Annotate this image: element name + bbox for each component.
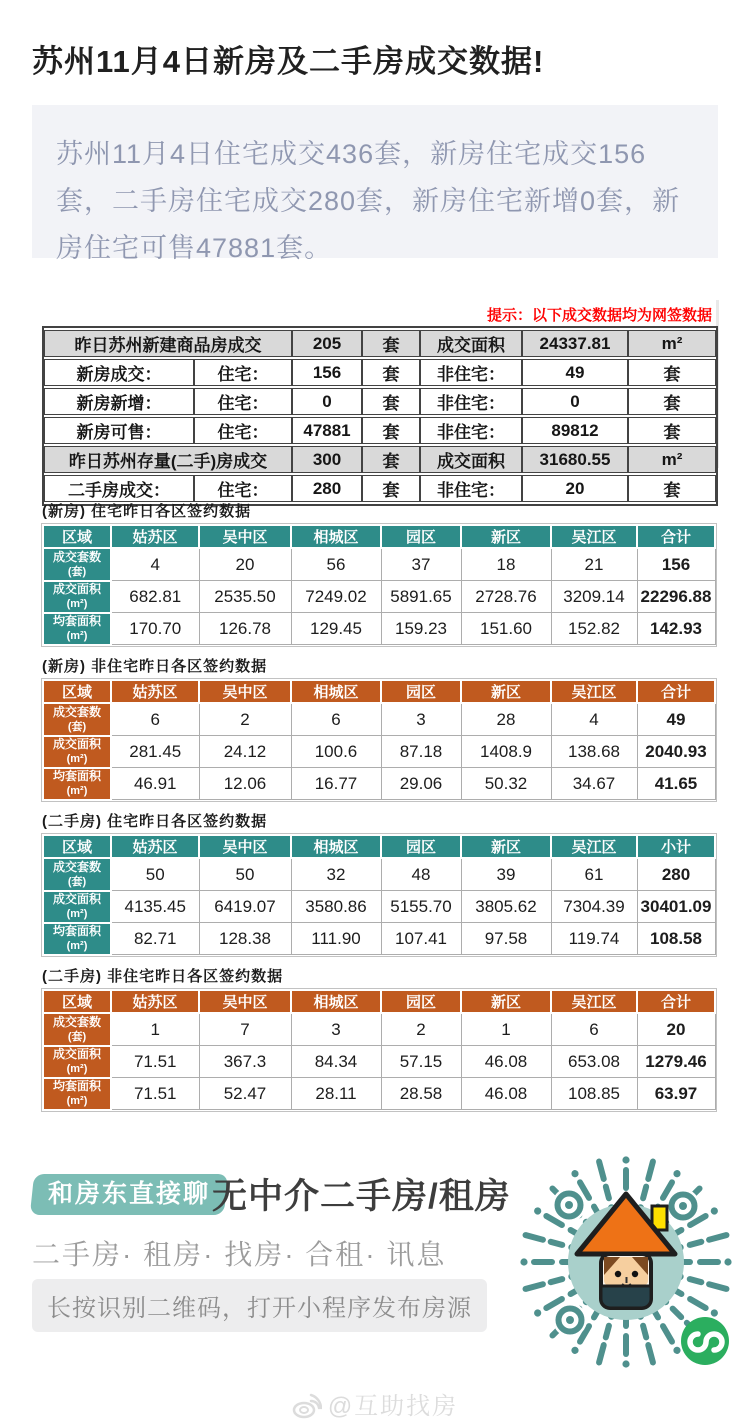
table-row bbox=[44, 446, 716, 473]
table-row bbox=[43, 1013, 715, 1046]
data-cell: 6 bbox=[111, 703, 199, 736]
data-cell: 50 bbox=[111, 858, 199, 891]
cell: 套 bbox=[362, 359, 420, 386]
cell: 住宅： bbox=[194, 417, 292, 444]
data-cell: 367.3 bbox=[199, 1046, 291, 1078]
header-cell: 姑苏区 bbox=[111, 680, 199, 703]
cell: 住宅： bbox=[194, 388, 292, 415]
total-cell: 63.97 bbox=[637, 1078, 715, 1110]
data-cell: 5155.70 bbox=[381, 891, 461, 923]
total-cell: 142.93 bbox=[637, 613, 715, 645]
qr-eye-top-right bbox=[666, 1189, 700, 1223]
header-cell: 区域 bbox=[43, 680, 111, 703]
cell: 新房新增： bbox=[44, 388, 194, 415]
section-new-home-nonresidential bbox=[42, 655, 714, 801]
header-cell: 吴中区 bbox=[199, 835, 291, 858]
section-label: (二手房) 住宅昨日各区签约数据 bbox=[42, 813, 268, 830]
data-cell: 108.85 bbox=[551, 1078, 637, 1110]
data-cell: 56 bbox=[291, 548, 381, 581]
header-cell: 吴江区 bbox=[551, 525, 637, 548]
table-header-row bbox=[43, 680, 715, 703]
resale-nonresidential-table bbox=[42, 989, 716, 1111]
cell: 套 bbox=[362, 475, 420, 502]
cell: 套 bbox=[362, 330, 420, 357]
data-cell: 6 bbox=[291, 703, 381, 736]
cell: 31680.55 bbox=[522, 446, 628, 473]
cell: 昨日苏州存量(二手)房成交 bbox=[44, 446, 292, 473]
total-cell: 30401.09 bbox=[637, 891, 715, 923]
cell: 套 bbox=[628, 417, 716, 444]
cell: 0 bbox=[292, 388, 362, 415]
data-cell: 24.12 bbox=[199, 736, 291, 768]
cell: 成交面积 bbox=[420, 446, 522, 473]
header-cell: 合计 bbox=[637, 990, 715, 1013]
data-cell: 138.68 bbox=[551, 736, 637, 768]
data-cell: 3805.62 bbox=[461, 891, 551, 923]
table-row bbox=[43, 923, 715, 955]
header-cell: 吴中区 bbox=[199, 990, 291, 1013]
row-label-cell: 成交套数 (套) bbox=[43, 703, 111, 736]
data-cell: 7249.02 bbox=[291, 581, 381, 613]
data-cell: 4135.45 bbox=[111, 891, 199, 923]
cell: 非住宅： bbox=[420, 475, 522, 502]
cell: 24337.81 bbox=[522, 330, 628, 357]
cell: 0 bbox=[522, 388, 628, 415]
cell: 49 bbox=[522, 359, 628, 386]
table-row bbox=[44, 330, 716, 357]
header-cell: 新区 bbox=[461, 990, 551, 1013]
header-cell: 姑苏区 bbox=[111, 990, 199, 1013]
page-title: 苏州11月4日新房及二手房成交数据! bbox=[32, 44, 545, 79]
data-cell: 653.08 bbox=[551, 1046, 637, 1078]
weibo-icon bbox=[292, 1393, 322, 1419]
table-row bbox=[43, 1078, 715, 1110]
data-cell: 28.58 bbox=[381, 1078, 461, 1110]
header-cell: 小计 bbox=[637, 835, 715, 858]
new-home-residential-table bbox=[42, 524, 716, 646]
data-cell: 46.91 bbox=[111, 768, 199, 800]
data-cell: 152.82 bbox=[551, 613, 637, 645]
table-row bbox=[43, 703, 715, 736]
data-cell: 46.08 bbox=[461, 1046, 551, 1078]
data-cell: 39 bbox=[461, 858, 551, 891]
data-cell: 3 bbox=[291, 1013, 381, 1046]
data-cell: 2 bbox=[199, 703, 291, 736]
section-label: (新房) 非住宅昨日各区签约数据 bbox=[42, 658, 268, 675]
table-row bbox=[43, 858, 715, 891]
table-row bbox=[43, 736, 715, 768]
header-cell: 新区 bbox=[461, 680, 551, 703]
data-cell: 97.58 bbox=[461, 923, 551, 955]
summary-box bbox=[32, 105, 718, 263]
header-cell: 区域 bbox=[43, 525, 111, 548]
watermark bbox=[0, 1386, 750, 1421]
data-cell: 6419.07 bbox=[199, 891, 291, 923]
cell: 套 bbox=[628, 388, 716, 415]
section-label: (新房) 住宅昨日各区签约数据 bbox=[42, 503, 252, 520]
header-cell: 园区 bbox=[381, 680, 461, 703]
total-cell: 1279.46 bbox=[637, 1046, 715, 1078]
header-cell: 吴江区 bbox=[551, 990, 637, 1013]
data-cell: 128.38 bbox=[199, 923, 291, 955]
data-cell: 46.08 bbox=[461, 1078, 551, 1110]
data-cell: 111.90 bbox=[291, 923, 381, 955]
header-cell: 相城区 bbox=[291, 680, 381, 703]
header-cell: 吴江区 bbox=[551, 680, 637, 703]
section-new-home-residential bbox=[42, 500, 714, 646]
data-cell: 1 bbox=[111, 1013, 199, 1046]
table-row bbox=[43, 891, 715, 923]
cell: 47881 bbox=[292, 417, 362, 444]
summary-table bbox=[42, 326, 718, 506]
data-cell: 107.41 bbox=[381, 923, 461, 955]
total-cell: 20 bbox=[637, 1013, 715, 1046]
section-label: (二手房) 非住宅昨日各区签约数据 bbox=[42, 968, 284, 985]
table-row bbox=[44, 475, 716, 502]
data-cell: 100.6 bbox=[291, 736, 381, 768]
data-cell: 3209.14 bbox=[551, 581, 637, 613]
table-row bbox=[44, 388, 716, 415]
data-cell: 82.71 bbox=[111, 923, 199, 955]
total-cell: 41.65 bbox=[637, 768, 715, 800]
cell: 昨日苏州新建商品房成交 bbox=[44, 330, 292, 357]
header-cell: 园区 bbox=[381, 990, 461, 1013]
data-cell: 21 bbox=[551, 548, 637, 581]
data-cell: 682.81 bbox=[111, 581, 199, 613]
data-cell: 29.06 bbox=[381, 768, 461, 800]
data-cell: 3 bbox=[381, 703, 461, 736]
header-cell: 吴中区 bbox=[199, 525, 291, 548]
row-label-cell: 成交套数 (套) bbox=[43, 548, 111, 581]
cell: 套 bbox=[628, 475, 716, 502]
cell: 非住宅： bbox=[420, 388, 522, 415]
data-cell: 16.77 bbox=[291, 768, 381, 800]
data-cell: 2535.50 bbox=[199, 581, 291, 613]
wechat-mini-program-qr-code[interactable] bbox=[514, 1150, 742, 1378]
data-cell: 28.11 bbox=[291, 1078, 381, 1110]
promo-headline: 无中介二手房/租房 bbox=[212, 1177, 511, 1216]
row-label-cell: 成交套数 (套) bbox=[43, 858, 111, 891]
cell: m² bbox=[628, 446, 716, 473]
house-mascot-icon bbox=[568, 1194, 684, 1320]
header-cell: 新区 bbox=[461, 835, 551, 858]
row-label-cell: 均套面积 (m²) bbox=[43, 1078, 111, 1110]
total-cell: 156 bbox=[637, 548, 715, 581]
cell: 89812 bbox=[522, 417, 628, 444]
data-cell: 151.60 bbox=[461, 613, 551, 645]
total-cell: 280 bbox=[637, 858, 715, 891]
cell: m² bbox=[628, 330, 716, 357]
header-cell: 相城区 bbox=[291, 835, 381, 858]
data-cell: 84.34 bbox=[291, 1046, 381, 1078]
data-cell: 170.70 bbox=[111, 613, 199, 645]
data-cell: 71.51 bbox=[111, 1078, 199, 1110]
data-cell: 18 bbox=[461, 548, 551, 581]
data-cell: 1408.9 bbox=[461, 736, 551, 768]
watermark-handle: @互助找房 bbox=[327, 1393, 459, 1420]
cell: 套 bbox=[362, 388, 420, 415]
row-label-cell: 均套面积 (m²) bbox=[43, 613, 111, 645]
data-cell: 50.32 bbox=[461, 768, 551, 800]
row-label-cell: 成交面积 (m²) bbox=[43, 736, 111, 768]
data-cell: 37 bbox=[381, 548, 461, 581]
qr-eye-top-left bbox=[552, 1188, 586, 1222]
data-cell: 281.45 bbox=[111, 736, 199, 768]
total-cell: 108.58 bbox=[637, 923, 715, 955]
header-cell: 姑苏区 bbox=[111, 525, 199, 548]
data-cell: 2728.76 bbox=[461, 581, 551, 613]
data-cell: 71.51 bbox=[111, 1046, 199, 1078]
cell: 住宅： bbox=[194, 475, 292, 502]
table-row bbox=[43, 581, 715, 613]
table-row bbox=[43, 768, 715, 800]
chat-with-landlord-badge bbox=[30, 1174, 228, 1215]
header-cell: 吴中区 bbox=[199, 680, 291, 703]
data-cell: 52.47 bbox=[199, 1078, 291, 1110]
header-cell: 合计 bbox=[637, 680, 715, 703]
data-cell: 5891.65 bbox=[381, 581, 461, 613]
table-header-row bbox=[43, 525, 715, 548]
data-cell: 7 bbox=[199, 1013, 291, 1046]
table-row bbox=[43, 548, 715, 581]
row-label-cell: 成交面积 (m²) bbox=[43, 1046, 111, 1078]
cell: 280 bbox=[292, 475, 362, 502]
promo-tags: 二手房· 租房· 找房· 合租· 讯息 bbox=[32, 1239, 447, 1270]
data-cell: 159.23 bbox=[381, 613, 461, 645]
total-cell: 22296.88 bbox=[637, 581, 715, 613]
summary-text: 苏州11月4日住宅成交436套，新房住宅成交156套，二手房住宅成交280套，新房住宅新增0套，新房住宅可售47881套。 bbox=[56, 139, 681, 263]
section-resale-residential bbox=[42, 810, 714, 956]
data-cell: 48 bbox=[381, 858, 461, 891]
data-cell: 20 bbox=[199, 548, 291, 581]
data-cell: 50 bbox=[199, 858, 291, 891]
data-cell: 12.06 bbox=[199, 768, 291, 800]
data-cell: 61 bbox=[551, 858, 637, 891]
header-cell: 区域 bbox=[43, 835, 111, 858]
row-label-cell: 均套面积 (m²) bbox=[43, 923, 111, 955]
row-label-cell: 成交面积 (m²) bbox=[43, 581, 111, 613]
hint-text: 提示：以下成交数据均为网签数据 bbox=[486, 307, 712, 324]
data-cell: 1 bbox=[461, 1013, 551, 1046]
cell: 非住宅： bbox=[420, 359, 522, 386]
cell: 二手房成交： bbox=[44, 475, 194, 502]
header-cell: 区域 bbox=[43, 990, 111, 1013]
row-label-cell: 均套面积 (m²) bbox=[43, 768, 111, 800]
wechat-mini-program-logo bbox=[681, 1317, 729, 1365]
qr-eye-bottom-left bbox=[553, 1303, 587, 1337]
new-home-nonresidential-table bbox=[42, 679, 716, 801]
header-cell: 相城区 bbox=[291, 990, 381, 1013]
data-cell: 119.74 bbox=[551, 923, 637, 955]
section-resale-nonresidential bbox=[42, 965, 714, 1111]
data-cell: 32 bbox=[291, 858, 381, 891]
data-cell: 129.45 bbox=[291, 613, 381, 645]
cell: 套 bbox=[362, 446, 420, 473]
data-cell: 57.15 bbox=[381, 1046, 461, 1078]
data-cell: 28 bbox=[461, 703, 551, 736]
row-label-cell: 成交面积 (m²) bbox=[43, 891, 111, 923]
total-cell: 2040.93 bbox=[637, 736, 715, 768]
badge-label: 和房东直接聊 bbox=[48, 1180, 211, 1208]
cell: 套 bbox=[628, 359, 716, 386]
cell: 300 bbox=[292, 446, 362, 473]
header-cell: 姑苏区 bbox=[111, 835, 199, 858]
table-header-row bbox=[43, 835, 715, 858]
data-cell: 3580.86 bbox=[291, 891, 381, 923]
data-cell: 34.67 bbox=[551, 768, 637, 800]
header-cell: 相城区 bbox=[291, 525, 381, 548]
data-cell: 7304.39 bbox=[551, 891, 637, 923]
qr-code-graphic bbox=[514, 1150, 742, 1378]
cell: 156 bbox=[292, 359, 362, 386]
cell: 套 bbox=[362, 417, 420, 444]
header-cell: 园区 bbox=[381, 835, 461, 858]
table-header-row bbox=[43, 990, 715, 1013]
cell: 成交面积 bbox=[420, 330, 522, 357]
data-cell: 4 bbox=[551, 703, 637, 736]
row-label-cell: 成交套数 (套) bbox=[43, 1013, 111, 1046]
header-cell: 合计 bbox=[637, 525, 715, 548]
cell: 205 bbox=[292, 330, 362, 357]
total-cell: 49 bbox=[637, 703, 715, 736]
data-cell: 126.78 bbox=[199, 613, 291, 645]
cell: 20 bbox=[522, 475, 628, 502]
header-cell: 园区 bbox=[381, 525, 461, 548]
table-row bbox=[44, 359, 716, 386]
table-row bbox=[43, 613, 715, 645]
data-cell: 6 bbox=[551, 1013, 637, 1046]
qr-instruction-note: 长按识别二维码，打开小程序发布房源 bbox=[32, 1279, 487, 1332]
table-row bbox=[44, 417, 716, 444]
cell: 住宅： bbox=[194, 359, 292, 386]
data-cell: 87.18 bbox=[381, 736, 461, 768]
data-tables-area bbox=[42, 300, 714, 1110]
cell: 新房成交： bbox=[44, 359, 194, 386]
cell: 非住宅： bbox=[420, 417, 522, 444]
table-row bbox=[43, 1046, 715, 1078]
data-cell: 4 bbox=[111, 548, 199, 581]
resale-residential-table bbox=[42, 834, 716, 956]
data-cell: 2 bbox=[381, 1013, 461, 1046]
header-cell: 新区 bbox=[461, 525, 551, 548]
header-cell: 吴江区 bbox=[551, 835, 637, 858]
cell: 新房可售： bbox=[44, 417, 194, 444]
